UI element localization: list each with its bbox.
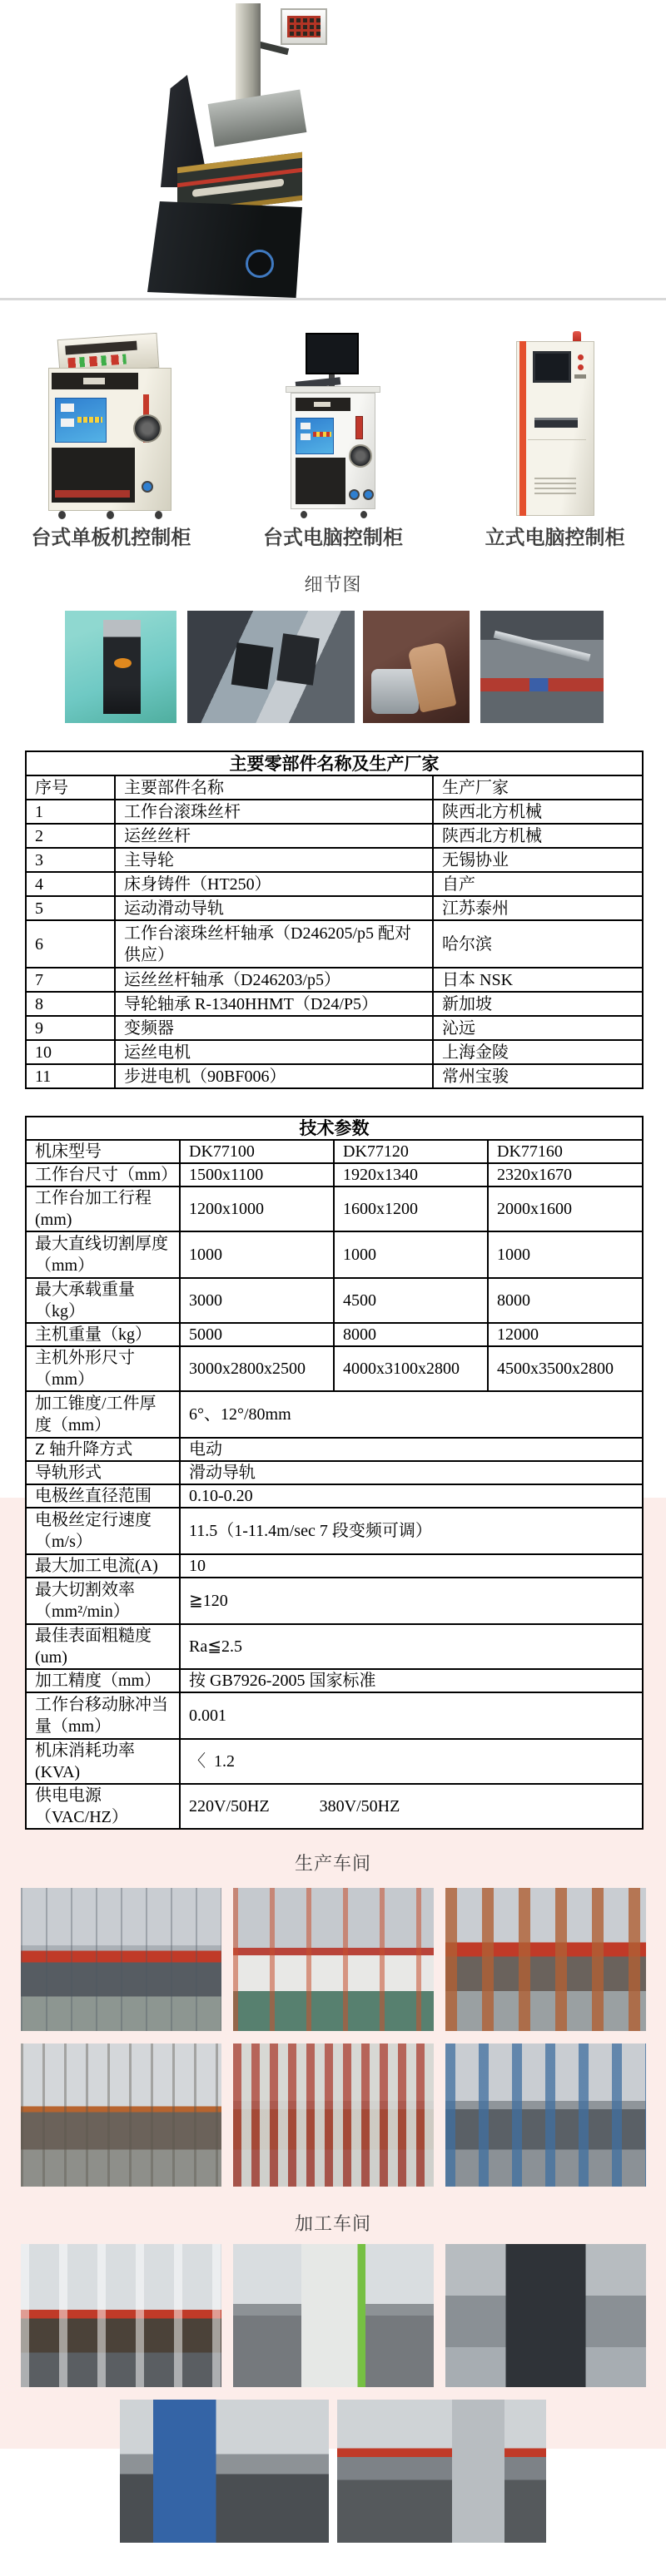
specs-row-9: 导轨形式 滑动导轨 xyxy=(26,1461,643,1484)
cabinet-photo-desktop-board xyxy=(40,334,181,521)
production-photo-2 xyxy=(233,1888,434,2031)
brand-logo-circle xyxy=(246,250,274,278)
cabinet-label-3: 立式电脑控制柜 xyxy=(485,527,625,549)
specs-row-7: 加工锥度/工件厚度（mm） 6°、12°/80mm xyxy=(26,1391,643,1438)
detail-photo-3 xyxy=(363,611,470,723)
specs-row-1: 工作台尺寸（mm） 1500x1100 1920x1340 2320x1670 xyxy=(26,1163,643,1186)
production-title: 生产车间 xyxy=(294,1853,371,1874)
specs-row-11: 电极丝定行速度（m/s） 11.5（1-11.4m/sec 7 段变频可调） xyxy=(26,1508,643,1554)
specs-row-18: 供电电源（VAC/HZ） 220V/50HZ 380V/50HZ xyxy=(26,1784,643,1829)
specs-table xyxy=(25,1116,644,1830)
screen-icon xyxy=(533,351,571,383)
parts-table-row-9: 9 变频器 沁远 xyxy=(26,1016,643,1040)
dro-display xyxy=(281,8,327,45)
specs-row-4: 最大承载重量（kg） 3000 4500 8000 xyxy=(26,1278,643,1323)
specs-row-5: 主机重量（kg） 5000 8000 12000 xyxy=(26,1323,643,1346)
model-dk77120: DK77120 xyxy=(334,1140,488,1163)
model-dk77160: DK77160 xyxy=(488,1140,643,1163)
machining-section xyxy=(0,2213,666,2543)
specs-row-13: 最大切割效率（mm²/min） ≧120 xyxy=(26,1578,643,1624)
details-title: 细节图 xyxy=(304,574,362,595)
specs-model-row xyxy=(26,1140,643,1163)
model-row-label: 机床型号 xyxy=(26,1140,180,1163)
details-section xyxy=(0,574,666,723)
production-photo-1 xyxy=(21,1888,221,2031)
parts-table-row-3: 3 主导轮 无锡协业 xyxy=(26,848,643,872)
cabinets-section xyxy=(0,331,666,549)
detail-photo-2 xyxy=(187,611,355,723)
parts-table-row-7: 7 运丝丝杆轴承（D246203/p5） 日本 NSK xyxy=(26,968,643,992)
parts-table-header-row xyxy=(26,775,643,800)
parts-makers-table xyxy=(25,751,644,1089)
cabinet-photo-desktop-computer xyxy=(279,333,387,521)
detail-photo-4 xyxy=(480,611,604,723)
machining-photo-3 xyxy=(445,2244,646,2387)
specs-row-12: 最大加工电流(A) 10 xyxy=(26,1554,643,1578)
production-photo-3 xyxy=(445,1888,646,2031)
cabinet-photo-vertical-computer xyxy=(509,331,601,521)
parts-table-row-1: 1 工作台滚珠丝杆 陕西北方机械 xyxy=(26,800,643,824)
specs-row-15: 加工精度（mm） 按 GB7926-2005 国家标准 xyxy=(26,1669,643,1692)
machining-photo-2 xyxy=(233,2244,434,2387)
machining-title: 加工车间 xyxy=(294,2213,371,2234)
specs-table-title: 技术参数 xyxy=(26,1117,643,1140)
parts-table-title: 主要零部件名称及生产厂家 xyxy=(26,751,643,775)
specs-row-8: Z 轴升降方式 电动 xyxy=(26,1438,643,1461)
specs-row-3: 最大直线切割厚度（mm） 1000 1000 1000 xyxy=(26,1231,643,1278)
machining-photo-4 xyxy=(120,2400,329,2543)
cabinet-label-2: 台式电脑控制柜 xyxy=(262,527,403,549)
monitor-icon xyxy=(306,333,359,374)
parts-table-row-4: 4 床身铸件（HT250） 自产 xyxy=(26,872,643,896)
specs-row-6: 主机外形尺寸（mm） 3000x2800x2500 4000x3100x2800 4500x3500x2800 xyxy=(26,1346,643,1391)
section-divider-line xyxy=(0,298,666,300)
production-photo-5 xyxy=(233,2043,434,2187)
parts-table-row-11: 11 步进电机（90BF006） 常州宝骏 xyxy=(26,1064,643,1088)
parts-table-row-2: 2 运丝丝杆 陕西北方机械 xyxy=(26,824,643,848)
model-dk77100: DK77100 xyxy=(180,1140,334,1163)
col-header-no: 序号 xyxy=(26,775,115,800)
machining-photo-5 xyxy=(337,2400,546,2543)
edm-machine-illustration xyxy=(137,3,316,295)
col-header-maker: 生产厂家 xyxy=(433,775,643,800)
machine-hero-photo xyxy=(0,0,666,298)
production-photo-4 xyxy=(21,2043,221,2187)
specs-row-10: 电极丝直径范围 0.10-0.20 xyxy=(26,1484,643,1508)
col-header-part: 主要部件名称 xyxy=(115,775,433,800)
cabinet-label-1: 台式单板机控制柜 xyxy=(31,527,191,549)
production-photo-6 xyxy=(445,2043,646,2187)
specs-row-16: 工作台移动脉冲当量（mm） 0.001 xyxy=(26,1692,643,1739)
parts-table-row-6: 6 工作台滚珠丝杆轴承（D246205/p5 配对供应） 哈尔滨 xyxy=(26,920,643,968)
specs-row-14: 最佳表面粗糙度(um) Ra≦2.5 xyxy=(26,1624,643,1669)
parts-table-row-8: 8 导轮轴承 R-1340HHMT（D24/P5） 新加坡 xyxy=(26,992,643,1016)
parts-table-row-10: 10 运丝电机 上海金陵 xyxy=(26,1040,643,1064)
production-section xyxy=(0,1853,666,2187)
fan-grille-icon xyxy=(349,444,372,468)
specs-row-17: 机床消耗功率(KVA) 〈 1.2 xyxy=(26,1739,643,1784)
specs-row-2: 工作台加工行程(mm) 1200x1000 1600x1200 2000x1600 xyxy=(26,1186,643,1231)
detail-photo-1 xyxy=(65,611,176,723)
parts-table-row-5: 5 运动滑动导轨 江苏泰州 xyxy=(26,896,643,920)
machining-photo-1 xyxy=(21,2244,221,2387)
